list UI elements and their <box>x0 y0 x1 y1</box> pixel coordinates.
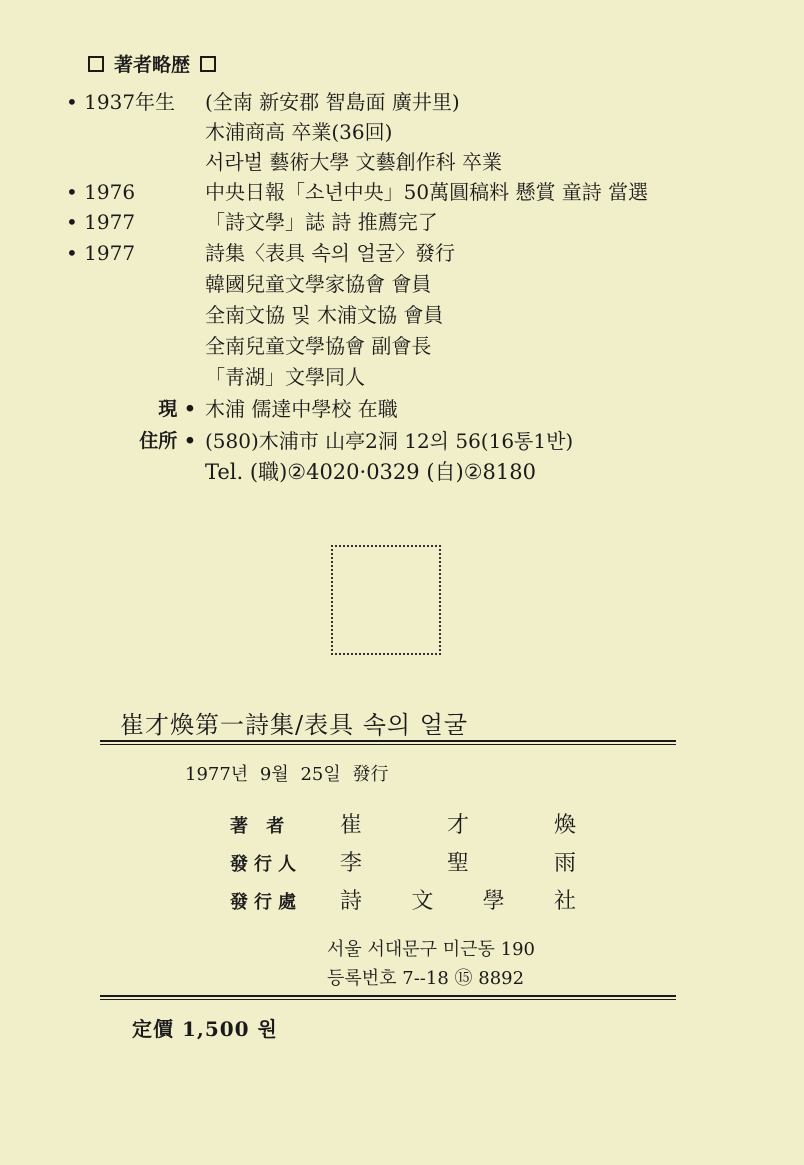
bio-text: 「靑湖」文學同人 <box>205 365 365 389</box>
bio-text: 全南文協 및 木浦文協 會員 <box>205 303 444 327</box>
current-text: 木浦 儒達中學校 在職 <box>205 397 398 421</box>
credit-name <box>340 808 576 839</box>
bio-text: 詩集〈表具 속의 얼굴〉發行 <box>205 241 455 265</box>
bio-text: 韓國兒童文學家協會 會員 <box>205 272 432 296</box>
name-char: 社 <box>553 889 576 914</box>
bio-year: • 1937年生 <box>66 90 176 114</box>
address-label: 住所 • <box>139 430 196 452</box>
publisher-address: 서울 서대문구 미근동 190 <box>327 939 536 960</box>
bio-text: 木浦商高 卒業(36回) <box>205 120 393 144</box>
bio-text: 「詩文學」誌 詩 推薦完了 <box>205 210 438 234</box>
name-char: 文 <box>411 889 434 914</box>
name-char: 學 <box>482 889 505 914</box>
price: 定價 1,500 원 <box>132 1017 278 1041</box>
name-char: 才 <box>446 813 469 838</box>
divider-top <box>100 740 676 745</box>
credit-publisher <box>230 884 576 915</box>
bio-text: 서라벌 藝術大學 文藝創作科 卒業 <box>205 150 503 174</box>
name-char: 聖 <box>446 851 469 876</box>
credit-publisher-person <box>230 846 576 877</box>
credit-label: 發行處 <box>230 892 302 913</box>
bio-text: (全南 新安郡 智島面 廣井里) <box>205 90 460 114</box>
credit-label: 發行人 <box>230 854 302 875</box>
divider-bottom <box>100 995 676 1000</box>
bio-header <box>88 50 216 77</box>
credit-author <box>230 808 576 839</box>
credit-name <box>340 846 576 877</box>
book-title: 崔才煥第一詩集/表具 속의 얼굴 <box>120 711 469 739</box>
bio-text: 全南兒童文學協會 副會長 <box>205 334 432 358</box>
name-char: 煥 <box>553 813 576 838</box>
address-text: (580)木浦市 山亭2洞 12의 56(16통1반) <box>205 429 574 453</box>
registration-number: 등록번호 7--18 ⑮ 8892 <box>327 968 525 989</box>
credit-label: 著 者 <box>230 816 291 837</box>
bio-year: • 1976 <box>66 180 136 204</box>
bio-year: • 1977 <box>66 210 136 234</box>
seal-stamp-box <box>331 545 441 655</box>
credit-name <box>340 884 576 915</box>
name-char: 雨 <box>553 851 576 876</box>
bio-header-title: 著者略歴 <box>114 54 191 76</box>
name-char: 詩 <box>340 889 363 914</box>
name-char: 李 <box>340 851 363 876</box>
publication-date: 1977년 9월 25일 發行 <box>185 764 389 785</box>
tel-text: Tel. (職)②4020·0329 (自)②8180 <box>205 460 536 484</box>
checkbox-square-icon <box>88 56 104 72</box>
current-label: 現 • <box>158 398 196 420</box>
name-char: 崔 <box>340 813 363 838</box>
bio-text: 中央日報「소년中央」50萬圓稿料 懸賞 童詩 當選 <box>205 180 649 204</box>
checkbox-square-icon <box>200 56 216 72</box>
bio-year: • 1977 <box>66 241 136 265</box>
